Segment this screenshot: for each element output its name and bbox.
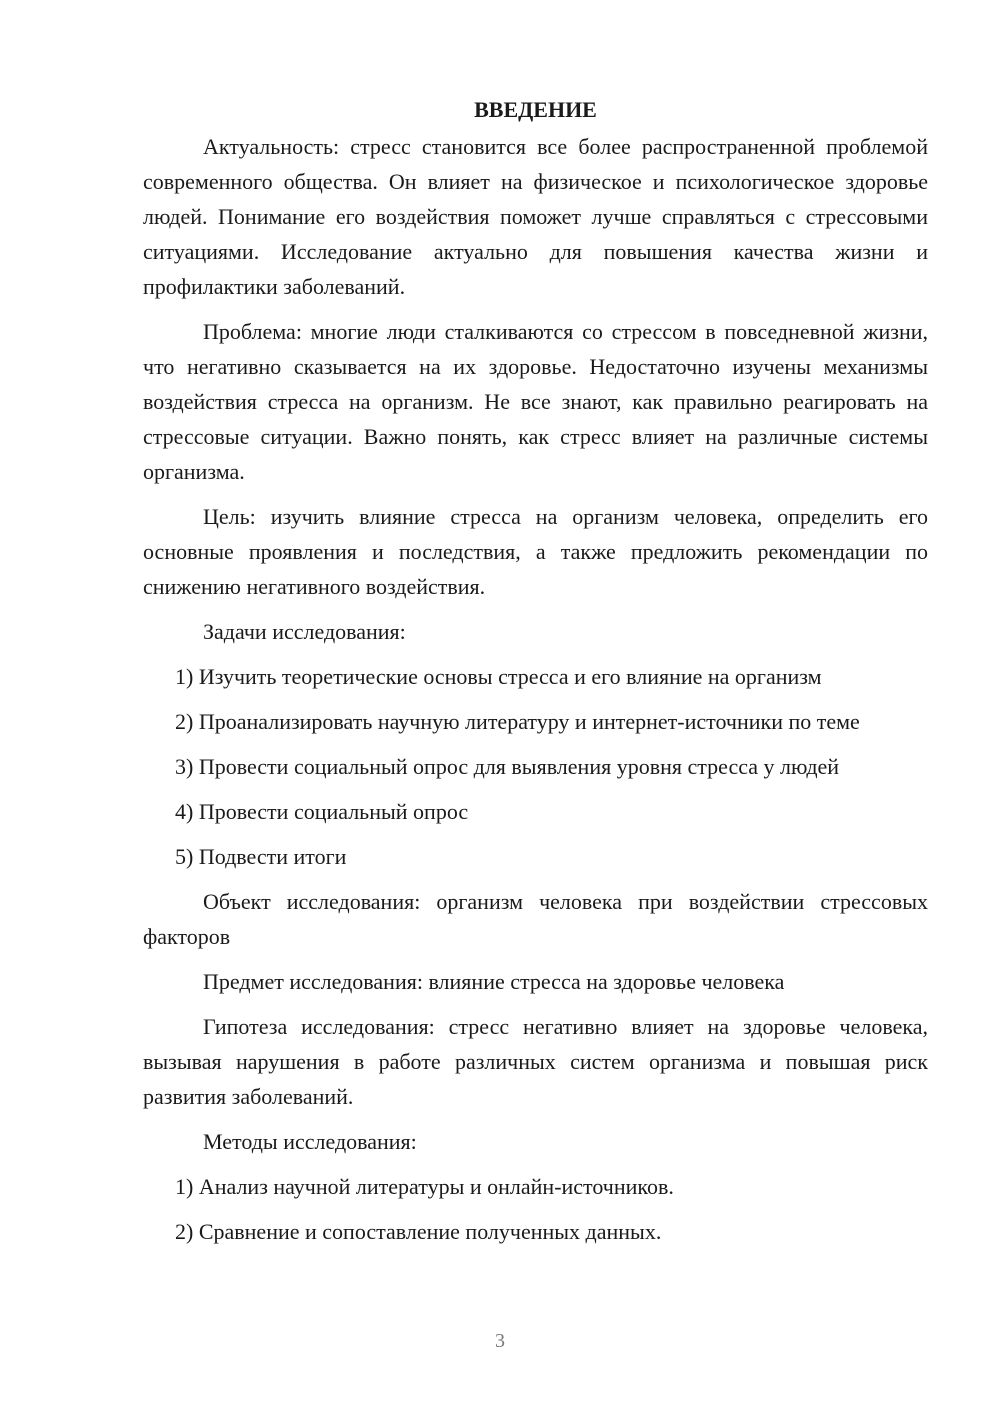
hypothesis-paragraph: Гипотеза исследования: стресс негативно влияет на здоровье человека, вызывая нарушения в работе различных систем организма и повышая риск развития заболеваний. xyxy=(143,1014,928,1109)
page-number: 3 xyxy=(495,1330,505,1352)
relevance-paragraph: Актуальность: стресс становится все более распространенной проблемой современного общества. Он влияет на физическое и психологическое здоровье людей. Понимание его воздействия поможет лучше справляться с стрессовыми ситуациями. Исследование актуально для повышения качества жизни и профилактики заболеваний. xyxy=(143,134,928,299)
subject-paragraph: Предмет исследования: влияние стресса на здоровье человека xyxy=(203,969,785,994)
document-page xyxy=(143,92,928,1259)
goal-paragraph: Цель: изучить влияние стресса на организм человека, определить его основные проявления и последствия, а также предложить рекомендации по снижению негативного воздействия. xyxy=(143,504,928,599)
task-item: 5) Подвести итоги xyxy=(175,844,347,869)
task-item: 1) Изучить теоретические основы стресса и его влияние на организм xyxy=(175,664,822,689)
problem-paragraph: Проблема: многие люди сталкиваются со стрессом в повседневной жизни, что негативно сказывается на их здоровье. Недостаточно изучены механизмы воздействия стресса на организм. Не все знают, как правильно реагировать на стрессовые ситуации. Важно понять, как стресс влияет на различные системы организма. xyxy=(143,319,928,484)
object-paragraph: Объект исследования: организм человека при воздействии стрессовых факторов xyxy=(143,889,928,949)
page-title: ВВЕДЕНИЕ xyxy=(474,97,597,122)
method-item: 2) Сравнение и сопоставление полученных данных. xyxy=(175,1219,662,1244)
task-item: 2) Проанализировать научную литературу и интернет-источники по теме xyxy=(175,709,860,734)
task-item: 3) Провести социальный опрос для выявления уровня стресса у людей xyxy=(175,754,840,779)
method-item: 1) Анализ научной литературы и онлайн-источников. xyxy=(175,1174,674,1199)
task-item: 4) Провести социальный опрос xyxy=(175,799,469,824)
tasks-heading: Задачи исследования: xyxy=(203,619,406,644)
methods-heading: Методы исследования: xyxy=(203,1129,417,1154)
